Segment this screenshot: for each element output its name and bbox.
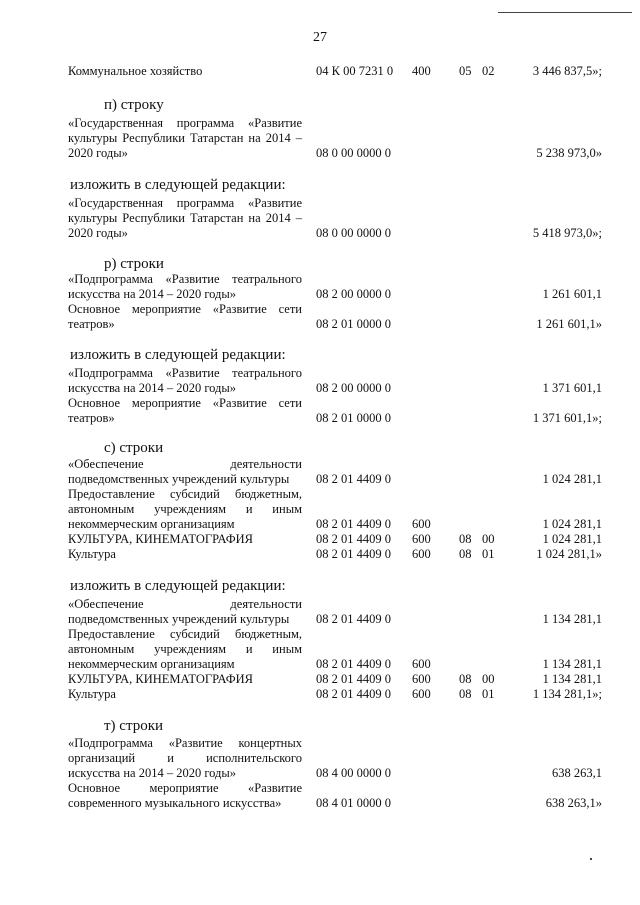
row-code: 08 2 01 4409 0 (316, 517, 391, 531)
row-name-line: Основное мероприятие «Развитие сети (68, 302, 302, 316)
row-code: 08 0 00 0000 0 (316, 146, 391, 160)
row-name-line: искусства на 2014 – 2020 годы» (68, 766, 237, 780)
row-amount: 1 024 281,1» (536, 547, 602, 561)
section-heading-r: р) строки (104, 256, 164, 272)
row-name: КУЛЬТУРА, КИНЕМАТОГРАФИЯ (68, 532, 253, 546)
row-amount: 1 134 281,1»; (532, 687, 602, 701)
row-name-line: некоммерческим организациям (68, 657, 235, 671)
row-name: КУЛЬТУРА, КИНЕМАТОГРАФИЯ (68, 672, 253, 686)
row-name-line: культуры Республики Татарстан на 2014 – (68, 211, 302, 225)
row-code: 08 2 01 0000 0 (316, 411, 391, 425)
page-number: 27 (313, 30, 327, 45)
redaction-heading: изложить в следующей редакции: (70, 177, 286, 193)
row-rz: 08 (459, 687, 472, 701)
row-name-line: «Подпрограмма «Развитие театрального (68, 272, 302, 286)
row-code: 08 2 01 4409 0 (316, 472, 391, 486)
row-name-line: «Государственная программа «Развитие (68, 116, 302, 130)
row-name-line: Основное мероприятие «Развитие сети (68, 396, 302, 410)
row-name-line: 2020 годы» (68, 226, 128, 240)
row-name-line: искусства на 2014 – 2020 годы» (68, 381, 237, 395)
row-name-line: культуры Республики Татарстан на 2014 – (68, 131, 302, 145)
row-vr: 600 (412, 517, 431, 531)
row-amount: 1 261 601,1 (542, 287, 602, 301)
row-name: Культура (68, 547, 116, 561)
row-name-line: подведомственных учреждений культуры (68, 612, 290, 626)
row-amount: 638 263,1 (552, 766, 602, 780)
table-row-name: Коммунальное хозяйство (68, 64, 203, 78)
row-code: 08 2 01 4409 0 (316, 532, 391, 546)
row-code: 08 0 00 0000 0 (316, 226, 391, 240)
row-name-line: организаций и исполнительского (68, 751, 302, 765)
row-amount: 1 024 281,1 (542, 532, 602, 546)
row-vr: 600 (412, 672, 431, 686)
row-amount: 5 418 973,0»; (532, 226, 602, 240)
row-name-line: «Подпрограмма «Развитие концертных (68, 736, 302, 750)
row-code: 08 2 00 0000 0 (316, 287, 391, 301)
row-rz: 08 (459, 532, 472, 546)
row-vr: 600 (412, 532, 431, 546)
row-amount: 1 024 281,1 (542, 472, 602, 486)
section-heading-s: с) строки (104, 440, 164, 456)
row-pr: 01 (482, 547, 495, 561)
scan-mark (498, 12, 632, 13)
row-amount: 1 261 601,1» (536, 317, 602, 331)
row-amount: 1 134 281,1 (542, 672, 602, 686)
row-pr: 01 (482, 687, 495, 701)
table-row-code: 04 К 00 7231 0 (316, 64, 394, 78)
row-rz: 08 (459, 547, 472, 561)
row-code: 08 2 01 4409 0 (316, 687, 391, 701)
row-code: 08 2 01 4409 0 (316, 547, 391, 561)
row-code: 08 2 01 4409 0 (316, 612, 391, 626)
row-name-line: «Подпрограмма «Развитие театрального (68, 366, 302, 380)
row-pr: 00 (482, 672, 495, 686)
row-name-line: автономным учреждениям и иным (68, 502, 302, 516)
row-code: 08 2 01 4409 0 (316, 672, 391, 686)
row-name-line: «Государственная программа «Развитие (68, 196, 302, 210)
row-name-line: некоммерческим организациям (68, 517, 235, 531)
redaction-heading: изложить в следующей редакции: (70, 347, 286, 363)
row-name: Культура (68, 687, 116, 701)
row-name-line: Предоставление субсидий бюджетным, (68, 627, 302, 641)
row-name-line: театров» (68, 317, 115, 331)
row-name-line: Основное мероприятие «Развитие (68, 781, 302, 795)
row-amount: 1 024 281,1 (542, 517, 602, 531)
row-name-line: автономным учреждениям и иным (68, 642, 302, 656)
table-row-amount: 3 446 837,5»; (532, 64, 602, 78)
section-heading-p: п) строку (104, 97, 164, 113)
row-amount: 5 238 973,0» (536, 146, 602, 160)
row-amount: 1 134 281,1 (542, 657, 602, 671)
row-code: 08 4 00 0000 0 (316, 766, 391, 780)
row-code: 08 2 01 0000 0 (316, 317, 391, 331)
row-name-line: искусства на 2014 – 2020 годы» (68, 287, 237, 301)
row-vr: 600 (412, 547, 431, 561)
row-code: 08 2 01 4409 0 (316, 657, 391, 671)
redaction-heading: изложить в следующей редакции: (70, 578, 286, 594)
row-pr: 00 (482, 532, 495, 546)
row-name-line: современного музыкального искусства» (68, 796, 282, 810)
row-amount: 1 371 601,1»; (532, 411, 602, 425)
row-vr: 600 (412, 687, 431, 701)
section-heading-t: т) строки (104, 718, 164, 734)
row-name-line: подведомственных учреждений культуры (68, 472, 290, 486)
row-vr: 600 (412, 657, 431, 671)
scan-dot (590, 858, 592, 860)
row-rz: 08 (459, 672, 472, 686)
row-code: 08 4 01 0000 0 (316, 796, 391, 810)
row-name-line: «Обеспечение деятельности (68, 597, 302, 611)
table-row-vr: 400 (412, 64, 431, 78)
row-code: 08 2 00 0000 0 (316, 381, 391, 395)
table-row-pr: 02 (482, 64, 495, 78)
row-name-line: «Обеспечение деятельности (68, 457, 302, 471)
row-name-line: театров» (68, 411, 115, 425)
table-row-rz: 05 (459, 64, 472, 78)
row-amount: 1 134 281,1 (542, 612, 602, 626)
row-amount: 638 263,1» (545, 796, 602, 810)
row-name-line: Предоставление субсидий бюджетным, (68, 487, 302, 501)
row-amount: 1 371 601,1 (542, 381, 602, 395)
row-name-line: 2020 годы» (68, 146, 128, 160)
